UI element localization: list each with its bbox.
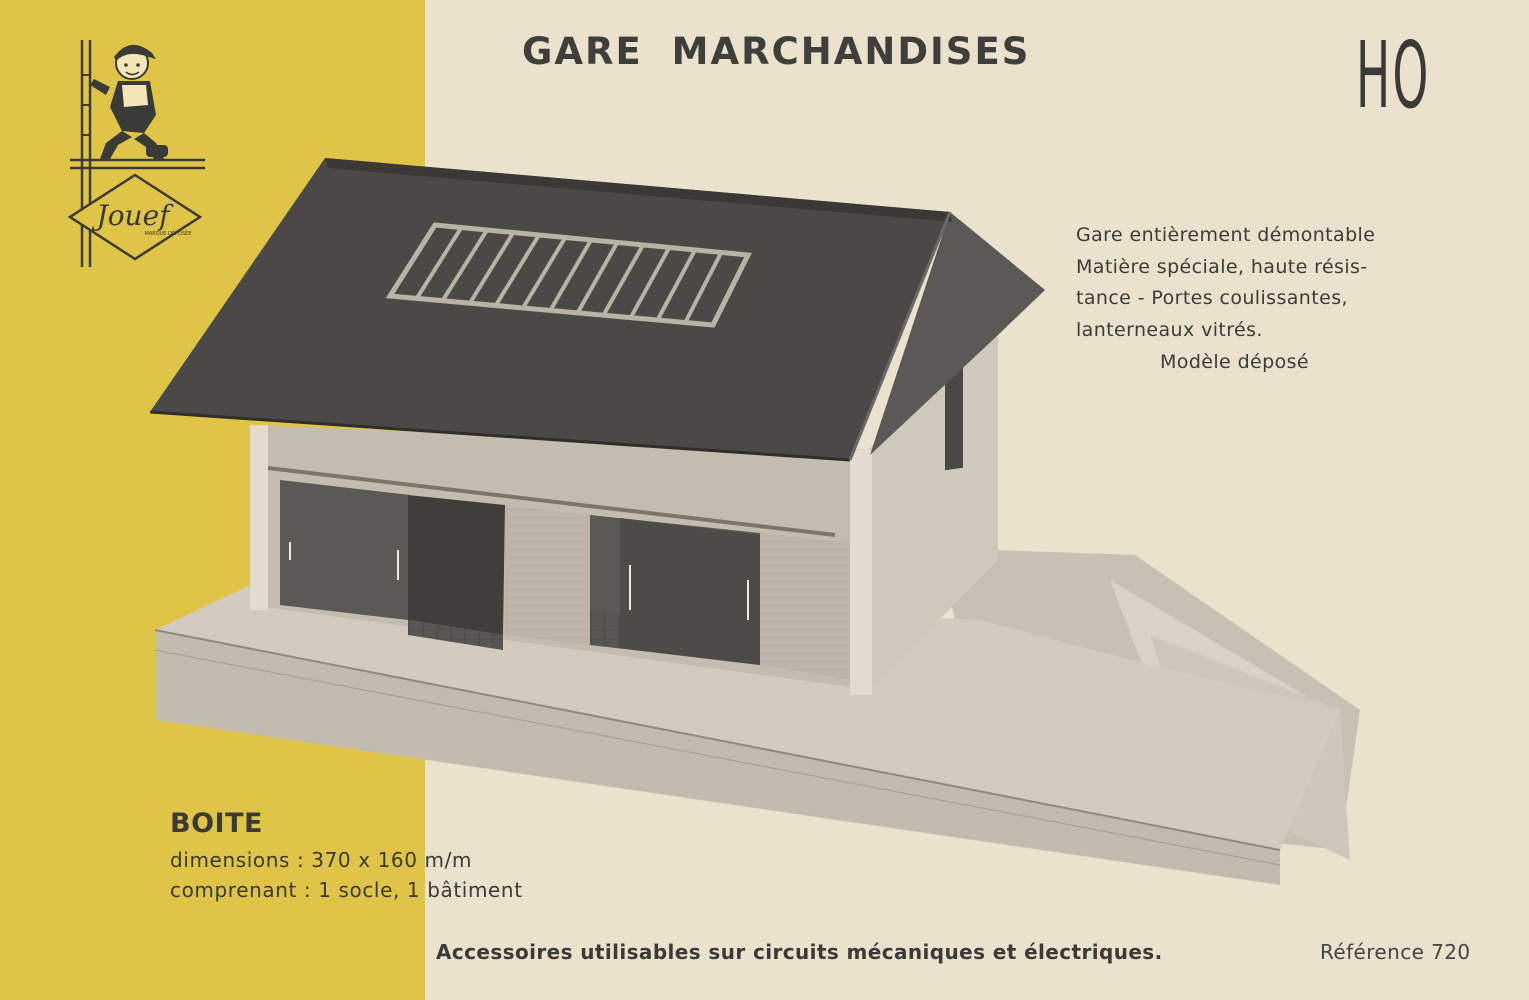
description-line: Matière spéciale, haute résis- <box>1076 255 1368 278</box>
logo-text: Jouef <box>96 199 170 232</box>
description-line: lanterneaux vitrés. <box>1076 318 1263 341</box>
box-title: BOITE <box>170 808 263 839</box>
description-line: tance - Portes coulissantes, <box>1076 287 1348 309</box>
goods-station-illustration <box>150 150 1370 890</box>
accessories-note: Accessoires utilisables sur circuits mécaniques et électriques. <box>436 940 1163 964</box>
reference-number: Référence 720 <box>1320 940 1471 964</box>
description-line: Gare entièrement démontable <box>1076 224 1376 246</box>
scale-label: HO <box>1356 22 1431 129</box>
registered-model-label: Modèle déposé <box>1160 351 1309 373</box>
box-contents: comprenant : 1 socle, 1 bâtiment <box>170 878 523 902</box>
logo-subtext: MARQUE DÉPOSÉE <box>144 231 192 237</box>
box-dimensions: dimensions : 370 x 160 m/m <box>170 848 473 872</box>
page-title: GARE MARCHANDISES <box>522 30 1031 73</box>
